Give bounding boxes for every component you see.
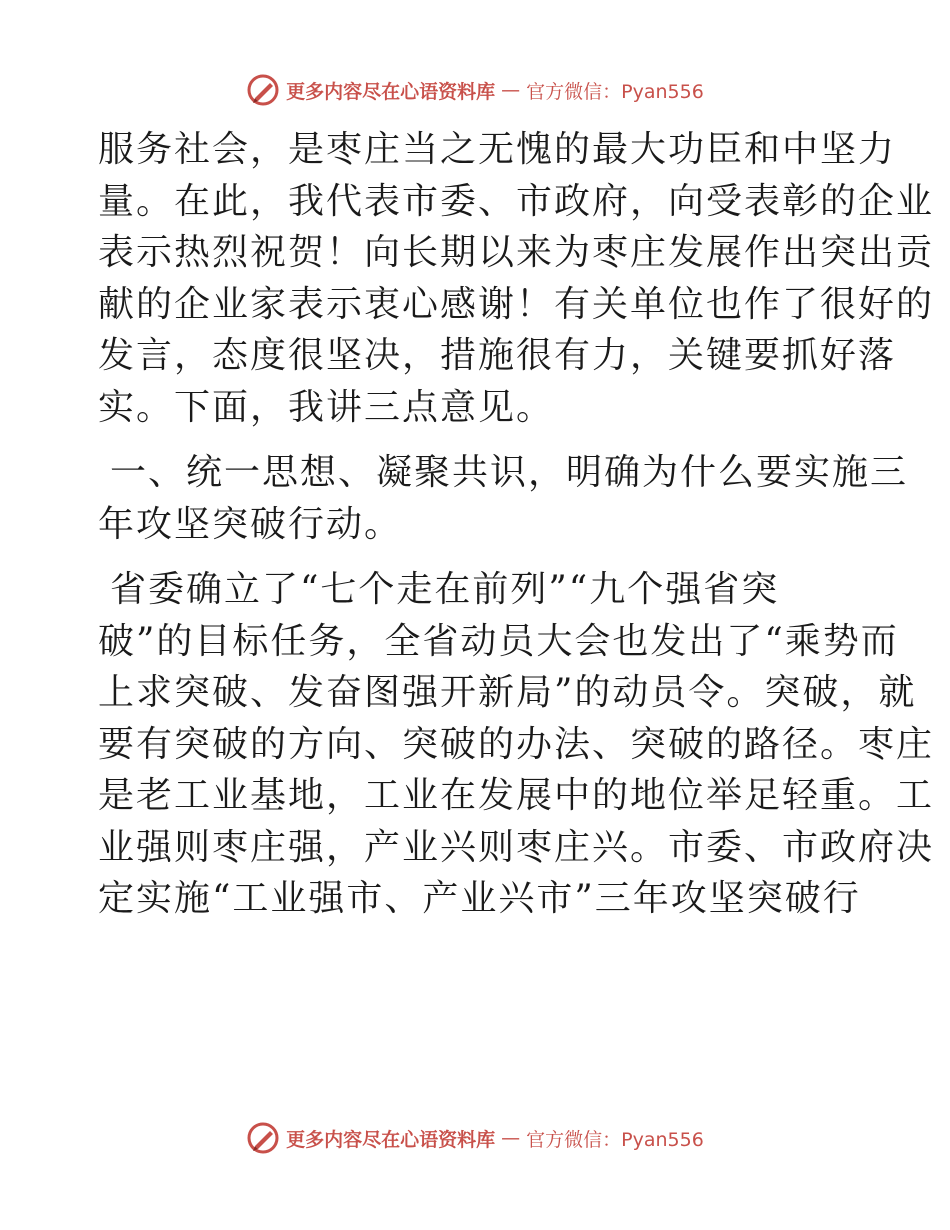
watermark-sub-text: 官方微信：Pyan556 (526, 1128, 704, 1151)
text-line: 量。在此，我代表市委、市政府，向受表彰的企业 (98, 180, 935, 222)
watermark-main-text: 更多内容尽在心语资料库 (286, 80, 496, 103)
document-body (98, 124, 935, 925)
text-line: 表示热烈祝贺！向长期以来为枣庄发展作出突出贡 (98, 232, 935, 273)
pen-logo-icon (246, 1121, 280, 1155)
text-line: 省委确立了“七个走在前列”“九个强省突 (110, 569, 780, 610)
text-line: 发言，态度很坚决，措施很有力，关键要抓好落 (98, 335, 897, 376)
text-line: 是老工业基地，工业在发展中的地位举足轻重。工 (98, 775, 935, 816)
text-line: 服务社会，是枣庄当之无愧的最大功臣和中坚力 (98, 129, 897, 170)
text-line: 上求突破、发奋图强开新局”的动员令。突破，就 (98, 672, 917, 713)
text-line: 年攻坚突破行动。 (98, 503, 403, 545)
watermark-dash: — (501, 79, 521, 101)
header-watermark (0, 72, 950, 108)
watermark-dash: — (501, 1127, 521, 1149)
text-line: 一、统一思想、凝聚共识，明确为什么要实施三 (110, 452, 909, 493)
paragraph-1 (98, 124, 935, 433)
pen-logo-icon (246, 73, 280, 107)
paragraph-3 (98, 564, 935, 925)
section-heading-1 (98, 447, 909, 550)
text-line: 实。下面，我讲三点意见。 (98, 386, 555, 428)
text-line: 业强则枣庄强，产业兴则枣庄兴。市委、市政府决 (98, 826, 935, 868)
watermark-sub-text: 官方微信：Pyan556 (526, 80, 704, 103)
text-line: 要有突破的方向、突破的办法、突破的路径。枣庄 (98, 723, 935, 765)
text-line: 献的企业家表示衷心感谢！有关单位也作了很好的 (98, 283, 935, 325)
text-line: 定实施“工业强市、产业兴市”三年攻坚突破行 (98, 878, 861, 919)
watermark-main-text: 更多内容尽在心语资料库 (286, 1128, 496, 1151)
footer-watermark (0, 1120, 950, 1156)
text-line: 破”的目标任务，全省动员大会也发出了“乘势而 (98, 620, 899, 662)
